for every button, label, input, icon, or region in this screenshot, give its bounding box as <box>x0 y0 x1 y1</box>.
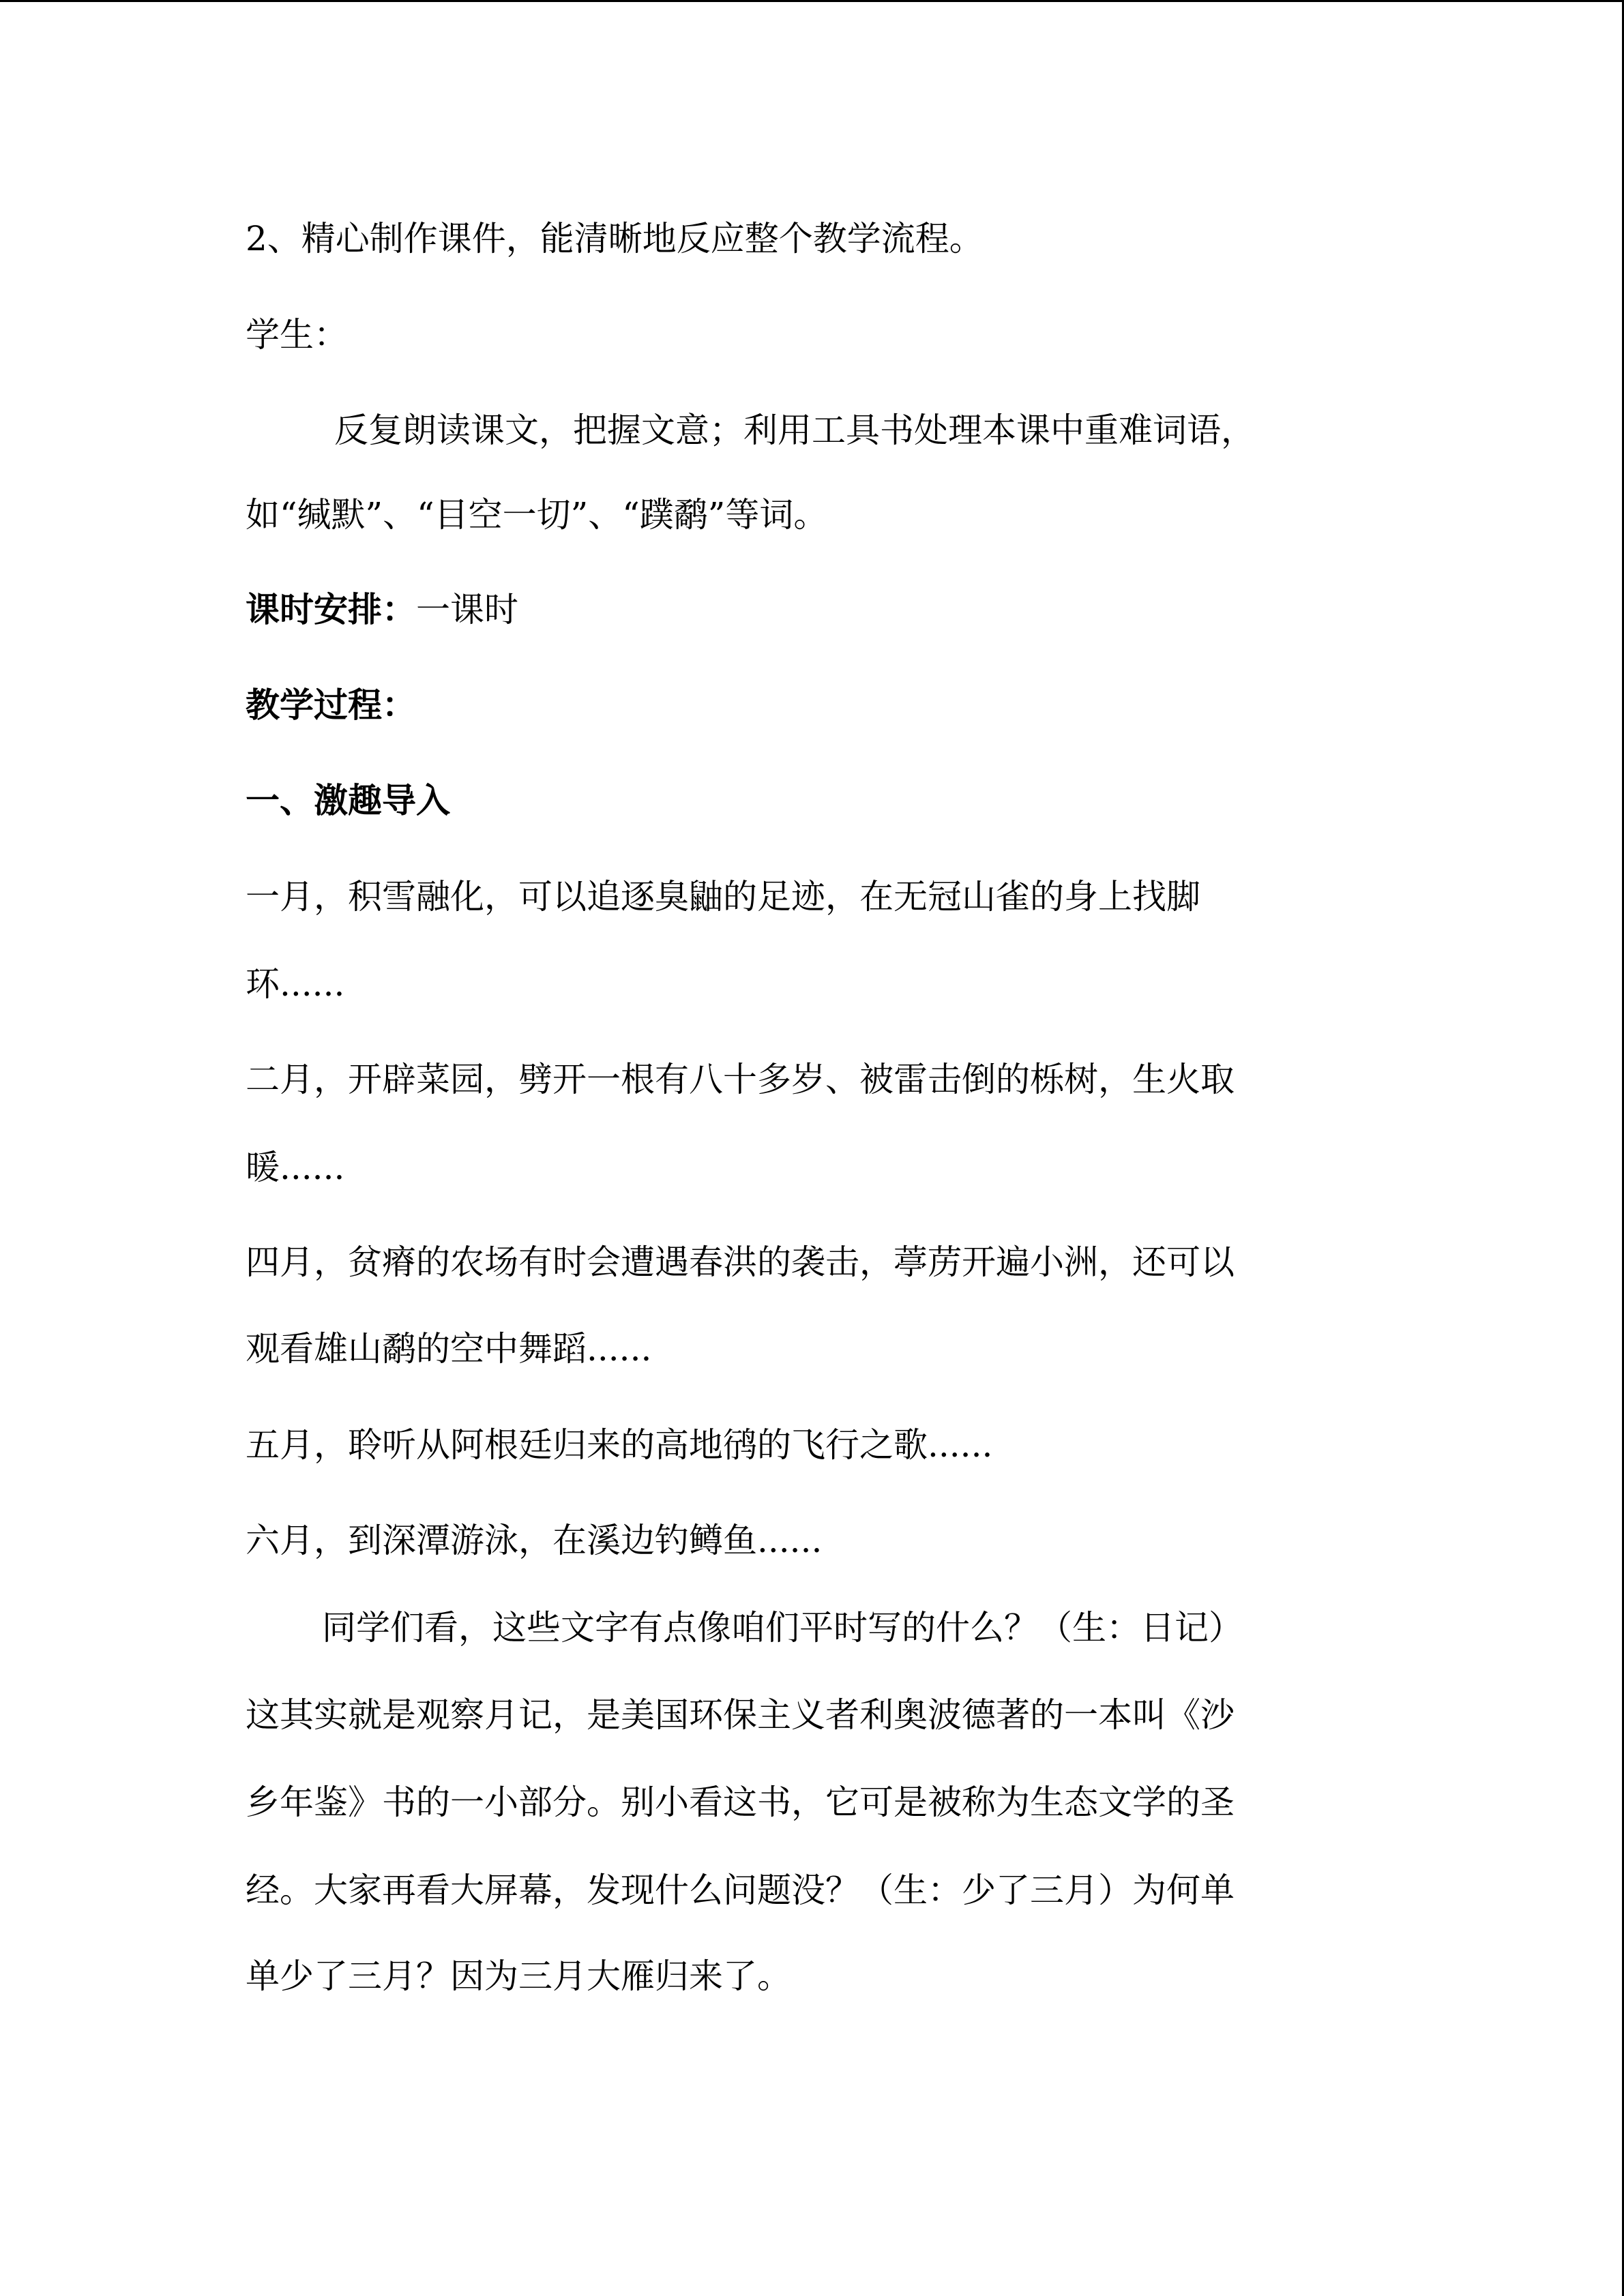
paragraph-discussion-line-1 <box>322 1606 1243 1650</box>
heading-teaching-process <box>246 683 416 727</box>
paragraph-april-line-1 <box>246 1240 1235 1284</box>
text-discussion-4: 经。大家再看大屏幕，发现什么问题没？（生：少了三月）为何单 <box>246 1870 1235 1910</box>
text-june: 六月，到深潭游泳，在溪边钓鳟鱼...... <box>246 1521 823 1560</box>
paragraph-february-line-1 <box>246 1058 1235 1101</box>
text-teaching-process: 教学过程： <box>246 685 416 725</box>
text-january-1: 一月，积雪融化，可以追逐臭鼬的足迹，在无冠山雀的身上找脚 <box>246 877 1200 916</box>
text-april-2: 观看雄山鹬的空中舞蹈...... <box>246 1329 652 1369</box>
paragraph-may <box>246 1423 992 1467</box>
heading-section-one <box>246 779 450 822</box>
schedule-label: 课时安排： <box>246 589 416 629</box>
paragraph-april-line-2 <box>246 1327 651 1371</box>
text-discussion-2: 这其实就是观察月记，是美国环保主义者利奥波德著的一本叫《沙 <box>246 1695 1235 1735</box>
paragraph-courseware <box>246 217 984 260</box>
paragraph-january-line-2 <box>246 962 344 1006</box>
schedule-line <box>246 588 518 631</box>
text-may: 五月，聆听从阿根廷归来的高地鸻的飞行之歌...... <box>246 1425 993 1465</box>
paragraph-discussion-line-2 <box>246 1693 1235 1737</box>
paragraph-february-line-2 <box>246 1146 344 1189</box>
text-reading-2: 如“缄默”、“目空一切”、“蹼鹬”等词。 <box>246 495 828 535</box>
paragraph-reading-line-1 <box>334 408 1255 452</box>
text-discussion-3: 乡年鉴》书的一小部分。别小看这书，它可是被称为生态文学的圣 <box>246 1783 1235 1822</box>
text-students: 学生： <box>246 315 348 355</box>
page-border-top <box>0 0 1624 2</box>
paragraph-reading-line-2 <box>246 493 827 537</box>
text-april-1: 四月，贫瘠的农场有时会遭遇春洪的袭击，葶苈开遍小洲，还可以 <box>246 1242 1235 1282</box>
paragraph-discussion-line-5 <box>246 1954 791 1998</box>
text-discussion-5: 单少了三月？因为三月大雁归来了。 <box>246 1956 791 1996</box>
paragraph-discussion-line-3 <box>246 1780 1235 1824</box>
heading-students <box>246 313 348 357</box>
paragraph-january-line-1 <box>246 875 1200 919</box>
schedule-value: 一课时 <box>416 590 518 629</box>
text-discussion-1: 同学们看，这些文字有点像咱们平时写的什么？（生：日记） <box>322 1608 1243 1648</box>
text-section-one: 一、激趣导入 <box>246 780 450 820</box>
text-courseware: 2、精心制作课件，能清晰地反应整个教学流程。 <box>246 219 984 258</box>
paragraph-discussion-line-4 <box>246 1868 1235 1912</box>
text-february-1: 二月，开辟菜园，劈开一根有八十多岁、被雷击倒的栎树，生火取 <box>246 1060 1235 1099</box>
text-january-2: 环...... <box>246 964 345 1004</box>
text-february-2: 暖...... <box>246 1148 345 1187</box>
paragraph-june <box>246 1519 822 1562</box>
text-reading-1: 反复朗读课文，把握文意；利用工具书处理本课中重难词语， <box>334 411 1255 450</box>
